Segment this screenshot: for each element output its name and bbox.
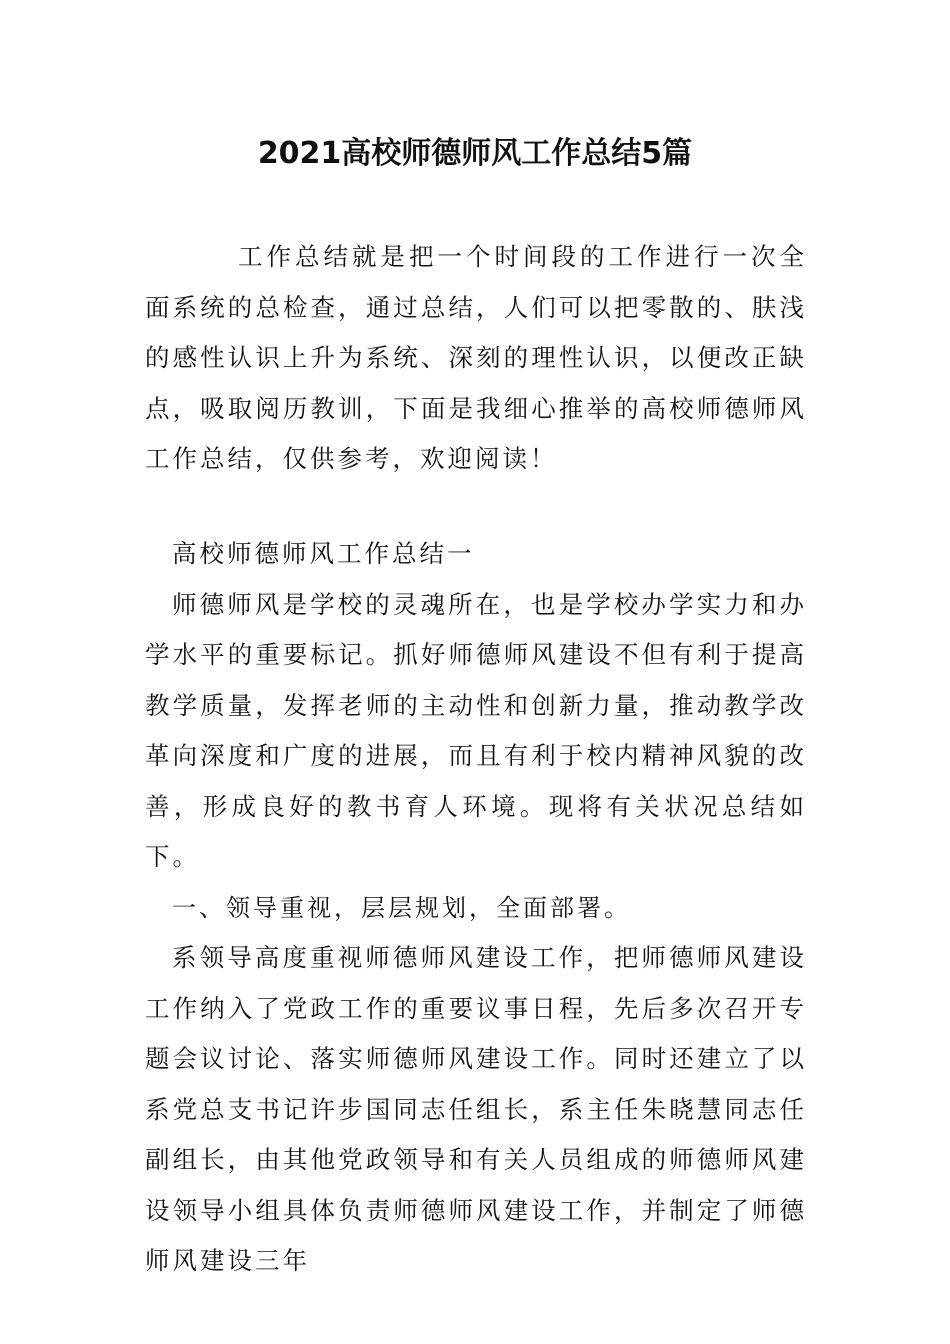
section-1 [145, 529, 807, 1287]
section-heading: 高校师德师风工作总结一 [172, 539, 475, 568]
subsection-heading: 一、领导重视，层层规划，全面部署。 [172, 893, 631, 922]
body-paragraph: 系领导高度重视师德师风建设工作，把师德师风建设工作纳入了党政工作的重要议事日程，先后多次召开专题会议讨论、落实师德师风建设工作。同时还建立了以系党总支书记许步国同志任组长，系主任朱晓慧同志任副组长，由其他党政领导和有关人员组成的师德师风建设领导小组具体负责师德师风建设工作，并制定了师德师风建设三年 [145, 943, 807, 1275]
intro-paragraph: 工作总结就是把一个时间段的工作进行一次全面系统的总检查，通过总结，人们可以把零散的、肤浅的感性认识上升为系统、深刻的理性认识，以便改正缺点，吸取阅历教训，下面是我细心推举的高校师德师风工作总结，仅供参考，欢迎阅读！ [145, 242, 807, 473]
body-paragraph: 师德师风是学校的灵魂所在，也是学校办学实力和办学水平的重要标记。抓好师德师风建设不但有利于提高教学质量，发挥老师的主动性和创新力量，推动教学改革向深度和广度的进展，而且有利于校内精神风貌的改善，形成良好的教书育人环境。现将有关状况总结如下。 [145, 589, 807, 871]
document-title: 2021高校师德师风工作总结5篇 [257, 136, 693, 171]
